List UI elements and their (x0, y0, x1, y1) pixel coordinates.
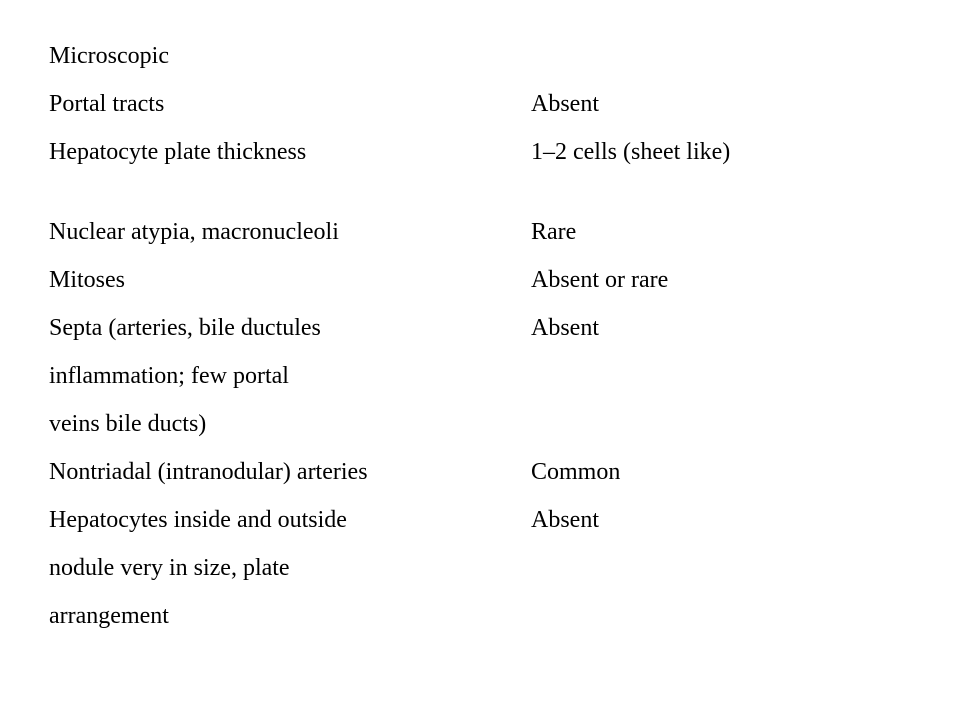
feature-hepatocytes-cont-1: nodule very in size, plate (49, 555, 290, 581)
value-plate-thickness: 1–2 cells (sheet like) (531, 139, 731, 165)
section-heading: Microscopic (49, 43, 169, 69)
feature-septa-cont-2: veins bile ducts) (49, 411, 207, 437)
value-hepatocytes: Absent (531, 507, 599, 533)
value-portal-tracts: Absent (531, 91, 599, 117)
feature-hepatocytes-cont-2: arrangement (49, 603, 169, 629)
value-nontriadal-arteries: Common (531, 459, 621, 485)
feature-nuclear-atypia: Nuclear atypia, macronucleoli (49, 219, 339, 245)
value-mitoses: Absent or rare (531, 267, 669, 293)
feature-plate-thickness: Hepatocyte plate thickness (49, 139, 307, 165)
value-nuclear-atypia: Rare (531, 219, 577, 245)
feature-hepatocytes: Hepatocytes inside and outside (49, 507, 347, 533)
feature-portal-tracts: Portal tracts (49, 91, 165, 117)
feature-mitoses: Mitoses (49, 267, 126, 293)
feature-nontriadal-arteries: Nontriadal (intranodular) arteries (49, 459, 368, 485)
feature-septa: Septa (arteries, bile ductules (49, 315, 321, 341)
value-septa: Absent (531, 315, 599, 341)
feature-septa-cont-1: inflammation; few portal (49, 363, 289, 389)
